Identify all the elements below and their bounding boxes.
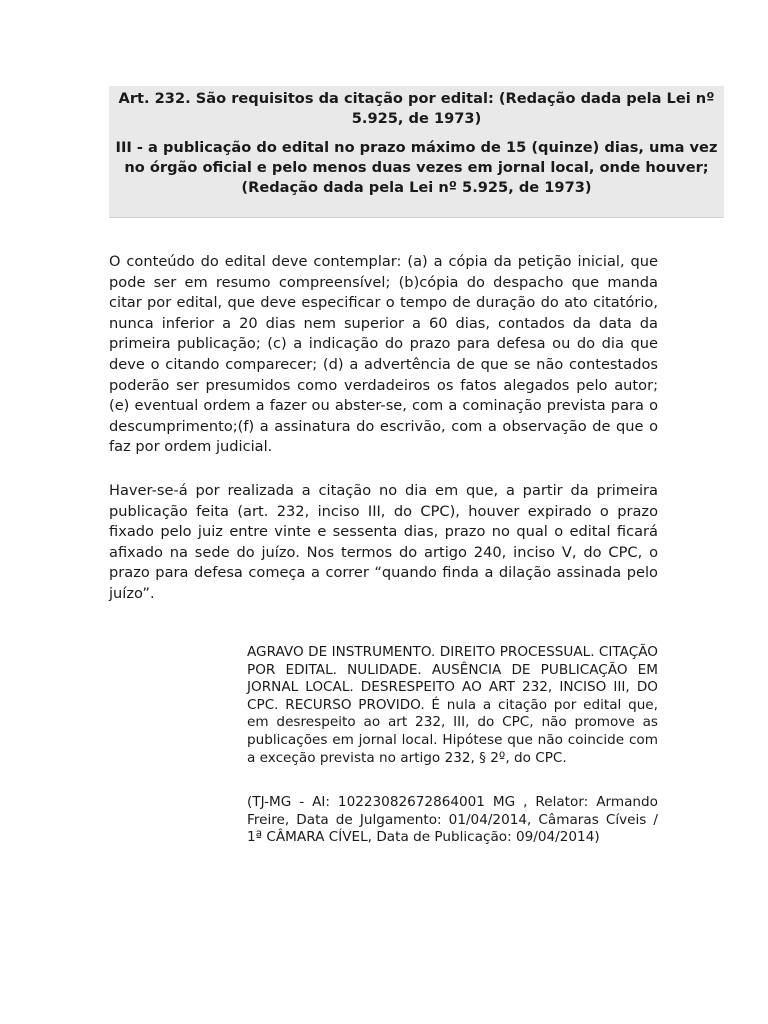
article-heading: Art. 232. São requisitos da citação por edital: (Redação dada pela Lei nº 5.925, de 1973) bbox=[118, 90, 715, 127]
article-item-iii: III - a publicação do edital no prazo máximo de 15 (quinze) dias, uma vez no órgão oficial e pelo menos duas vezes em jornal local, onde houver; (Redação dada pela Lei nº 5.925, de 1973) bbox=[115, 139, 718, 196]
body-paragraph-citation-date: Haver-se-á por realizada a citação no dia em que, a partir da primeira publicação feita (art. 232, inciso III, do CPC), houver expirado o prazo fixado pelo juiz entre vinte e sessenta dias, prazo no qual o edital ficará afixado na sede do juízo. Nos termos do artigo 240, inciso V, do CPC, o prazo para defesa começa a correr “quando finda a dilação assinada pelo juízo”. bbox=[109, 482, 658, 602]
jurisprudence-ementa: AGRAVO DE INSTRUMENTO. DIREITO PROCESSUAL. CITAÇÃO POR EDITAL. NULIDADE. AUSÊNCIA DE PUBLICAÇÃO EM JORNAL LOCAL. DESRESPEITO AO ART 232, INCISO III, DO CPC. RECURSO PROVIDO. É nula a citação por edital que, em desrespeito ao art 232, III, do CPC, não promove as publicações em jornal local. Hipótese que não coincide com a exceção prevista no artigo 232, § 2º, do CPC. bbox=[247, 644, 658, 766]
legal-quote-box bbox=[109, 86, 724, 218]
jurisprudence-citation: (TJ-MG - AI: 10223082672864001 MG , Relator: Armando Freire, Data de Julgamento: 01/04/2014, Câmaras Cíveis / 1ª CÂMARA CÍVEL, Data de Publicação: 09/04/2014) bbox=[247, 794, 658, 846]
body-paragraph-edital-content: O conteúdo do edital deve contemplar: (a) a cópia da petição inicial, que pode ser em resumo compreensível; (b)cópia do despacho que manda citar por edital, que deve especificar o tempo de duração do ato citatório, nunca inferior a 20 dias nem superior a 60 dias, contados da data da primeira publicação; (c) a indicação do prazo para defesa ou do dia que deve o citando comparecer; (d) a advertência de que se não contestados poderão ser presumidos como verdadeiros os fatos alegados pelo autor; (e) eventual ordem a fazer ou abster-se, com a cominação prevista para o descumprimento;(f) a assinatura do escrivão, com a observação de que o faz por ordem judicial. bbox=[109, 253, 658, 456]
